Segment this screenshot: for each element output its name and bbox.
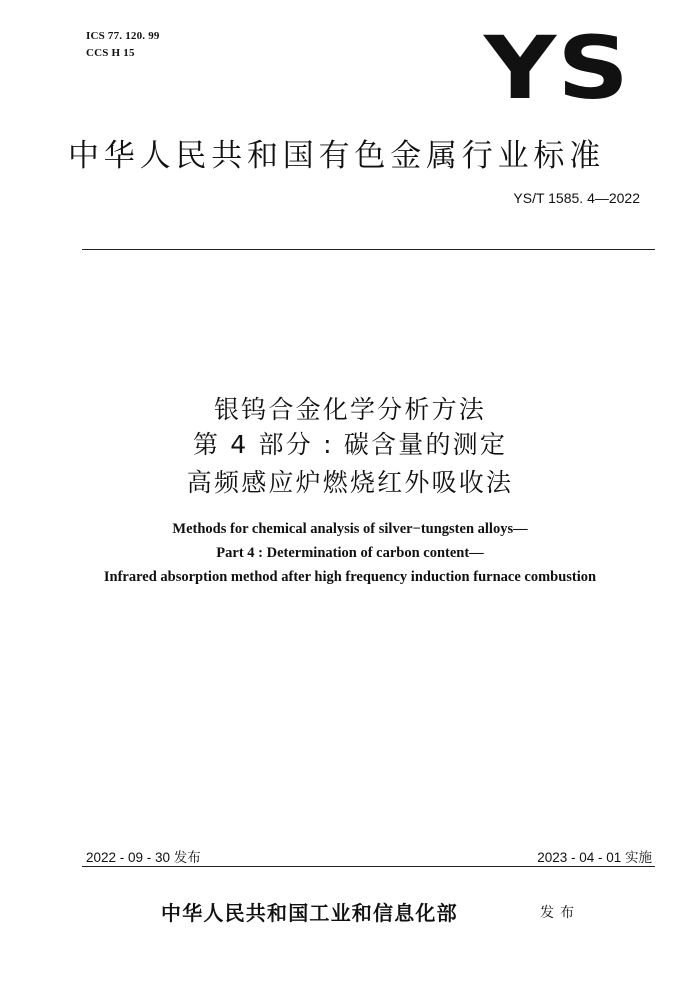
cn-title-line-1: 银钨合金化学分析方法 xyxy=(213,395,486,424)
standard-category-title: 中华人民共和国有色金属行业标准 xyxy=(68,138,605,174)
implementation-date: 2023 - 04 - 01 实施 xyxy=(537,850,652,865)
issue-date: 2022 - 09 - 30 发布 xyxy=(86,850,201,865)
cn-title-line-2: 第 4 部分 : 碳含量的测定 xyxy=(192,430,508,459)
footer-divider xyxy=(82,866,655,867)
cn-title-line-3: 高频感应炉燃烧红外吸收法 xyxy=(186,468,514,497)
ys-logo: YS xyxy=(484,18,631,119)
en-title-line-3: Infrared absorption method after high frequency induction furnace combustion xyxy=(103,569,597,585)
ccs-code: CCS H 15 xyxy=(86,47,135,59)
standard-number: YS/T 1585. 4—2022 xyxy=(513,190,640,206)
en-title-line-1: Methods for chemical analysis of silver−tungsten alloys— xyxy=(172,521,528,537)
publish-label: 发布 xyxy=(540,905,580,921)
ics-code: ICS 77. 120. 99 xyxy=(86,30,160,42)
publisher-name: 中华人民共和国工业和信息化部 xyxy=(161,901,458,925)
en-title-line-2: Part 4 : Determination of carbon content— xyxy=(216,545,484,561)
header-divider xyxy=(82,249,655,250)
